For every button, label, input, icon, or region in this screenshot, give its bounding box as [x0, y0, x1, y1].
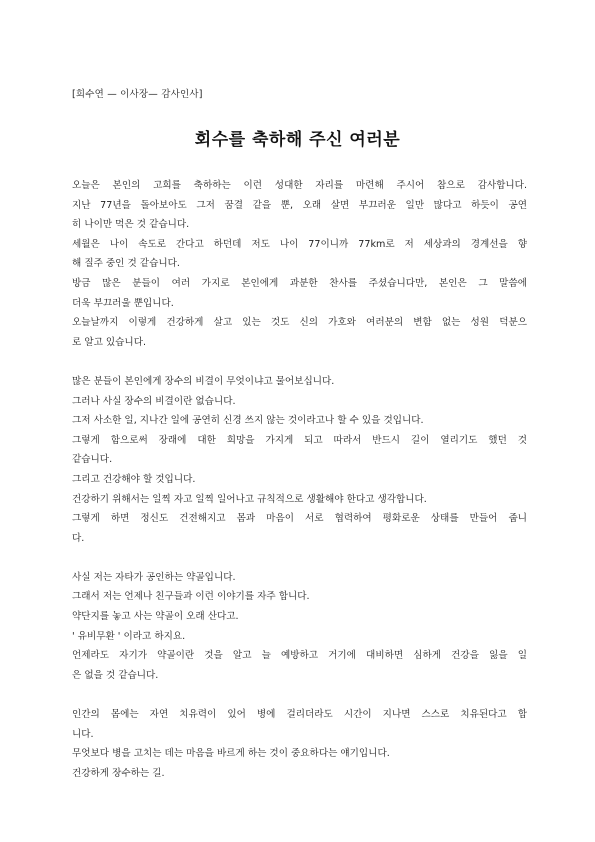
text-line: 더욱 부끄러울 뿐입니다. [72, 297, 174, 309]
text-line: 무엇보다 병을 고치는 데는 마음을 바르게 하는 것이 중요하다는 얘기입니다. [72, 748, 390, 760]
text-line: 같습니다. [72, 454, 113, 466]
text-line: 언제라도 자기가 약골이란 것을 알고 늘 예방하고 거기에 대비하면 심하게 건강을 잃을 일 [72, 650, 527, 662]
text-line: 방금 많은 분들이 여러 가지로 본인에게 과분한 찬사를 주셨습니다만, 본인은 그 말씀에 [72, 277, 527, 289]
paragraph [72, 705, 527, 783]
text-line: 은 없을 것 같습니다. [72, 669, 159, 681]
text-line: 니다. [72, 728, 94, 740]
text-line: 그저 사소한 일, 지나간 일에 공연히 신경 쓰지 않는 것이라고나 할 수 있을 것입니다. [72, 415, 424, 427]
text-line: 로 알고 있습니다. [72, 336, 147, 348]
text-line: 인간의 몸에는 자연 치유력이 있어 병에 걸리더라도 시간이 지나면 스스로 치유된다고 합 [72, 709, 527, 721]
paragraph [72, 372, 527, 548]
text-line: ' 유비무환 ' 이라고 하지요. [72, 630, 186, 642]
text-line: 오늘날까지 이렇게 건강하게 살고 있는 것도 신의 가호와 여러분의 변함 없는 성원 덕분으 [72, 317, 527, 329]
text-line: 히 나이만 먹은 것 같습니다. [72, 219, 190, 231]
text-line: 건강하게 장수하는 길. [72, 767, 165, 779]
paragraph-spacer [72, 548, 527, 568]
paragraph-spacer [72, 352, 527, 372]
text-line: 약단지를 놓고 사는 약골이 오래 산다고. [72, 611, 239, 623]
text-line: 해 질주 중인 것 같습니다. [72, 258, 180, 270]
text-line: 그렇게 하면 정신도 건전해지고 몸과 마음이 서로 협력하여 평화로운 상태를 만들어 줍니 [72, 513, 527, 525]
document-title: 회수를 축하해 주신 여러분 [194, 130, 401, 150]
paragraph [72, 568, 527, 686]
paragraph [72, 176, 527, 352]
text-line: 세월은 나이 속도로 간다고 하던데 저도 나이 77이니까 77km로 저 세상과의 경계선을 향 [72, 238, 527, 250]
text-line: 그리고 건강해야 할 것입니다. [72, 473, 196, 485]
text-line: 오늘은 본인의 고희를 축하하는 이런 성대한 자리를 마련해 주시어 참으로 감사합니다. [72, 180, 527, 191]
text-line: 많은 분들이 본인에게 장수의 비결이 무엇이냐고 물어보십니다. [72, 375, 335, 387]
header-tag: [희수연 — 이사장— 감사인사] [72, 89, 203, 100]
text-line: 그러나 사실 장수의 비결이란 없습니다. [72, 395, 236, 407]
text-line: 건강하기 위해서는 일찍 자고 일찍 일어나고 규칙적으로 생활해야 한다고 생각합니다. [72, 493, 427, 505]
paragraph-spacer [72, 685, 527, 705]
text-line: 그렇게 함으로써 장래에 대한 희망을 가지게 되고 따라서 반드시 길이 열리기도 했던 것 [72, 434, 527, 446]
text-line: 그래서 저는 언제나 친구들과 이런 이야기를 자주 합니다. [72, 591, 310, 603]
text-line: 사실 저는 자타가 공인하는 약골입니다. [72, 571, 236, 583]
text-line: 지난 77년을 돌아보아도 그저 꿈결 같을 뿐, 오래 살면 부끄러운 일만 많다고 하듯이 공연 [72, 199, 527, 211]
body-text [72, 176, 527, 783]
text-line: 다. [72, 532, 85, 544]
